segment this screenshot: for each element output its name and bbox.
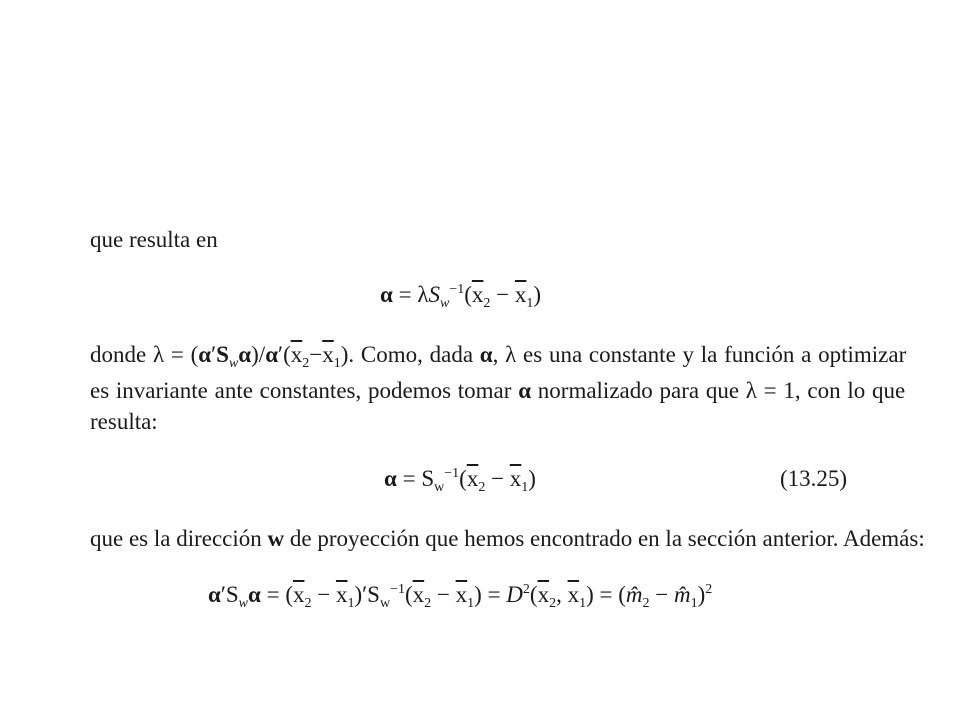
equation-number: (13.25) bbox=[780, 466, 848, 491]
text-que-resulta-en: que resulta en bbox=[90, 227, 218, 252]
text-invariante: es invariante ante constantes, podemos tomar α normalizado para que λ = 1, con lo que bbox=[90, 378, 906, 403]
text-donde-lambda: donde $\lambda = (\alpha'S_w\alpha)/\alpha'(\overline{x}_2-\overline{x}_1)$. Como, dada α, λ es una constante y la función a optimizar bbox=[90, 342, 907, 371]
equation-alpha-sw: $\alpha = S_w^{-1}(\overline{x}_2 - \overline{x}_1)$ bbox=[384, 466, 536, 495]
equation-alpha-lambda: $\alpha = \lambda S_w^{-1}(\overline{x}_2 - \overline{x}_1)$ bbox=[380, 282, 542, 311]
text-resulta: resulta: bbox=[90, 409, 158, 434]
equation-mahalanobis: $\alpha'S_w\alpha = (\overline{x}_2 - \overline{x}_1)'S_w^{-1}(\overline{x}_2 - \overline{x}_1) = D^2(\overline{x}_2$, $\overline{x}_1$) = ($m̂_2$ − $m̂_1)^2$ bbox=[208, 582, 713, 611]
text-direccion-w: que es la dirección w de proyección que hemos encontrado en la sección anterior. Además: bbox=[90, 526, 925, 551]
